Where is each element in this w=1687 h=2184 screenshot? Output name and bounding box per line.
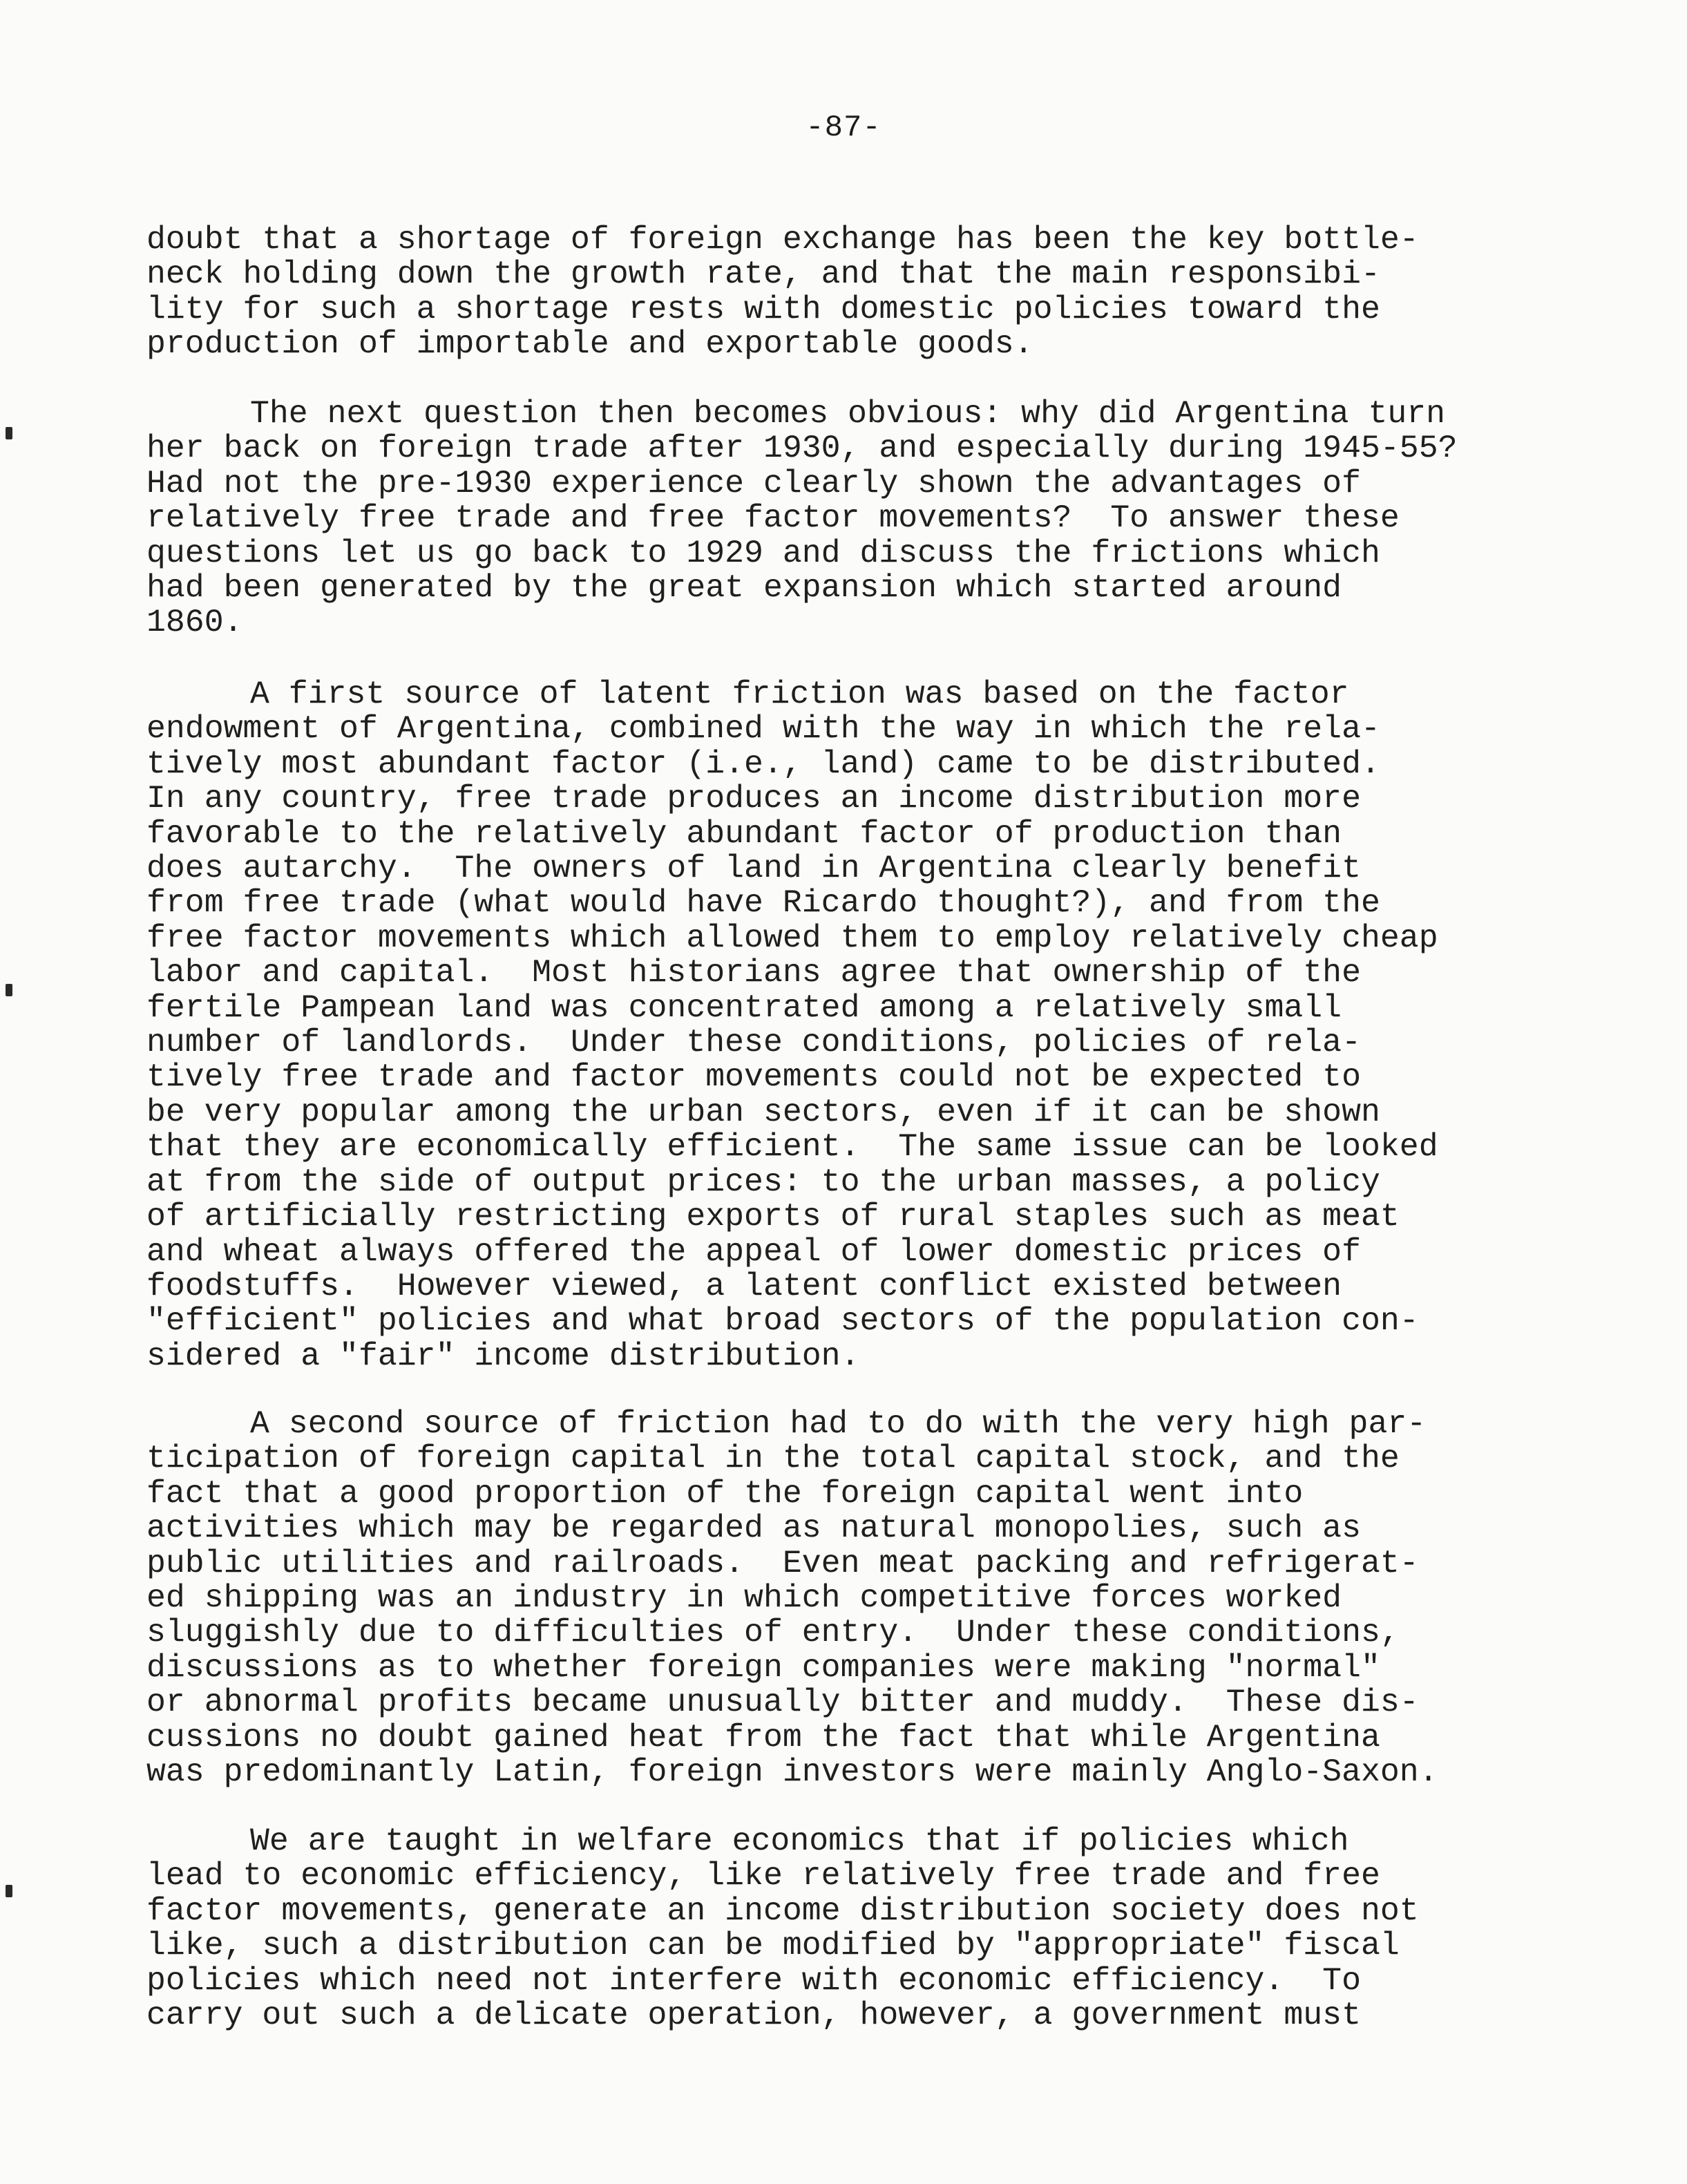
page-edge-mark	[6, 1885, 12, 1897]
text-line: carry out such a delicate operation, however, a government must	[146, 1997, 1361, 2034]
page-edge-mark	[6, 427, 12, 439]
paragraph	[146, 222, 1570, 362]
text-line: A first source of latent friction was based on the factor	[250, 676, 1349, 712]
text-line: "efficient" policies and what broad sectors of the population con-	[146, 1302, 1419, 1340]
text-line: number of landlords. Under these conditions, policies of rela-	[146, 1024, 1361, 1061]
text-line: cussions no doubt gained heat from the fact that while Argentina	[146, 1718, 1380, 1756]
text-line: her back on foreign trade after 1930, and especially during 1945-55?	[146, 430, 1458, 467]
paragraph	[146, 1407, 1570, 1789]
text-line: The next question then becomes obvious: why did Argentina turn	[250, 395, 1446, 432]
text-line: fact that a good proportion of the foreign capital went into	[146, 1474, 1304, 1512]
text-line: was predominantly Latin, foreign investors were mainly Anglo-Saxon.	[146, 1754, 1438, 1791]
page-number: -87-	[806, 111, 881, 145]
paragraph	[146, 677, 1570, 1374]
text-line: of artificially restricting exports of rural staples such as meat	[146, 1198, 1400, 1235]
text-line: had been generated by the great expansion which started around	[146, 569, 1342, 607]
text-line: questions let us go back to 1929 and discuss the frictions which	[146, 534, 1380, 571]
text-line: fertile Pampean land was concentrated among a relatively small	[146, 989, 1342, 1026]
text-line: production of importable and exportable goods.	[146, 325, 1033, 363]
text-line: discussions as to whether foreign companies were making "normal"	[146, 1649, 1380, 1686]
text-line: lead to economic efficiency, like relatively free trade and free	[146, 1857, 1380, 1895]
paragraph	[146, 1824, 1570, 2033]
text-line: labor and capital. Most historians agree that ownership of the	[146, 954, 1361, 991]
text-line: lity for such a shortage rests with domestic policies toward the	[146, 290, 1380, 327]
text-line: public utilities and railroads. Even meat packing and refrigerat-	[146, 1544, 1419, 1582]
text-line: from free trade (what would have Ricardo thought?), and from the	[146, 884, 1380, 922]
text-line: be very popular among the urban sectors, even if it can be shown	[146, 1093, 1380, 1130]
text-line: tively most abundant factor (i.e., land) came to be distributed.	[146, 745, 1380, 782]
text-line: foodstuffs. However viewed, a latent conflict existed between	[146, 1267, 1342, 1304]
text-line: neck holding down the growth rate, and that the main responsibi-	[146, 256, 1380, 293]
paragraph	[146, 397, 1570, 640]
text-line: ticipation of foreign capital in the total capital stock, and the	[146, 1440, 1400, 1477]
text-line: or abnormal profits became unusually bitter and muddy. These dis-	[146, 1684, 1419, 1721]
page-edge-mark	[6, 984, 12, 996]
text-line: Had not the pre-1930 experience clearly shown the advantages of	[146, 464, 1361, 502]
text-line: relatively free trade and free factor movements? To answer these	[146, 500, 1400, 537]
text-line: like, such a distribution can be modified by "appropriate" fiscal	[146, 1927, 1400, 1964]
text-line: 1860.	[146, 604, 243, 641]
text-line: tively free trade and factor movements could not be expected to	[146, 1058, 1361, 1096]
text-line: at from the side of output prices: to the urban masses, a policy	[146, 1163, 1380, 1200]
text-line: A second source of friction had to do with the very high par-	[250, 1405, 1427, 1442]
text-line: does autarchy. The owners of land in Argentina clearly benefit	[146, 850, 1361, 887]
text-line: We are taught in welfare economics that if policies which	[250, 1823, 1349, 1859]
text-line: that they are economically efficient. The same issue can be looked	[146, 1128, 1438, 1166]
text-line: sluggishly due to difficulties of entry. Under these conditions,	[146, 1614, 1400, 1651]
text-line: doubt that a shortage of foreign exchange has been the key bottle-	[146, 221, 1419, 258]
text-line: and wheat always offered the appeal of lower domestic prices of	[146, 1233, 1361, 1270]
text-line: activities which may be regarded as natural monopolies, such as	[146, 1510, 1361, 1547]
text-line: endowment of Argentina, combined with the way in which the rela-	[146, 710, 1380, 748]
text-line: free factor movements which allowed them to employ relatively cheap	[146, 919, 1438, 956]
text-line: favorable to the relatively abundant factor of production than	[146, 815, 1342, 852]
text-line: In any country, free trade produces an income distribution more	[146, 780, 1361, 817]
text-line: factor movements, generate an income distribution society does not	[146, 1892, 1419, 1929]
text-line: policies which need not interfere with economic efficiency. To	[146, 1962, 1361, 1999]
text-line: sidered a "fair" income distribution.	[146, 1337, 860, 1374]
text-line: ed shipping was an industry in which competitive forces worked	[146, 1579, 1342, 1617]
